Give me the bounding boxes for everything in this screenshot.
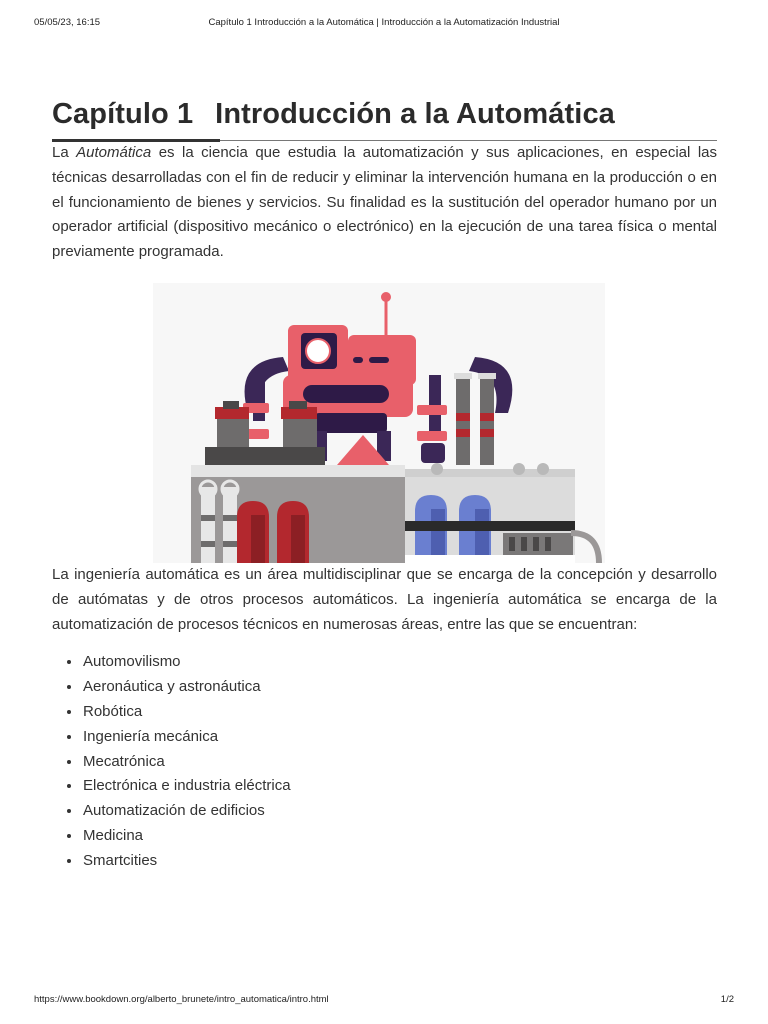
chapter-title: Introducción a la Automática bbox=[215, 98, 615, 130]
engineering-paragraph: La ingeniería automática es un área multidisciplinar que se encarga de la concepción y desarrollo de autómatas y de otros procesos automáticos. La ingeniería automática se encarga de la automatización de procesos técnicos en numerosas áreas, entre las que se encuentran: bbox=[52, 565, 717, 633]
chapter-content bbox=[52, 98, 717, 874]
robot-factory-icon bbox=[153, 283, 605, 563]
heading-underline-accent bbox=[52, 139, 220, 142]
list-item: • Electrónica e industria eléctrica bbox=[82, 774, 717, 799]
intro-prefix: La bbox=[52, 144, 77, 161]
robot-factory-illustration bbox=[153, 283, 605, 563]
list-item: • Automovilismo bbox=[82, 650, 717, 675]
chapter-heading bbox=[52, 98, 717, 141]
application-areas-list bbox=[52, 650, 717, 873]
print-document-title: Capítulo 1 Introducción a la Automática | Introducción a la Automatización Industrial bbox=[208, 17, 560, 28]
intro-paragraph bbox=[52, 141, 717, 265]
list-item: • Aeronáutica y astronáutica bbox=[82, 675, 717, 700]
list-item: • Robótica bbox=[82, 700, 717, 725]
intro-emphasis-automatica: Automática bbox=[76, 144, 152, 161]
page-url: https://www.bookdown.org/alberto_brunete/intro_automatica/intro.html bbox=[34, 994, 329, 1005]
intro-text: es la ciencia que estudia la automatización y sus aplicaciones, en especial las técnicas desarrolladas con el fin de reducir y eliminar la intervención humana en la producción o en el funcionamiento de bienes y servicios. Su finalidad es la sustitución del operador humano por un operador artificial (dispositivo mecánico o electrónico) en la ejecución de una tarea física o mental previamente programada. bbox=[52, 144, 717, 261]
print-header bbox=[34, 17, 734, 31]
list-item: • Medicina bbox=[82, 824, 717, 849]
list-item: • Smartcities bbox=[82, 849, 717, 874]
chapter-number: Capítulo 1 bbox=[52, 98, 194, 130]
print-footer bbox=[34, 994, 734, 1008]
print-datetime: 05/05/23, 16:15 bbox=[34, 17, 101, 28]
page-number: 1/2 bbox=[720, 994, 734, 1005]
list-item: • Ingeniería mecánica bbox=[82, 725, 717, 750]
list-item: • Mecatrónica bbox=[82, 750, 717, 775]
list-item: • Automatización de edificios bbox=[82, 799, 717, 824]
